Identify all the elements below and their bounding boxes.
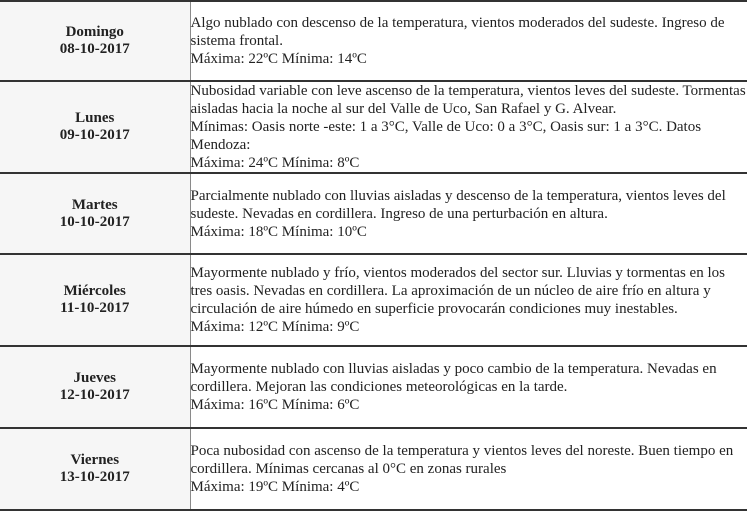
day-cell: [0, 254, 190, 346]
forecast-extra-note: Mínimas: Oasis norte -este: 1 a 3°C, Valle de Uco: 0 a 3°C, Oasis sur: 1 a 3°C. Datos Mendoza:: [190, 119, 702, 153]
day-cell: [0, 173, 190, 254]
day-date: 13-10-2017: [59, 469, 130, 485]
day-date: 11-10-2017: [60, 300, 130, 316]
forecast-description: Poca nubosidad con ascenso de la temperatura y vientos leves del noreste. Buen tiempo en cordillera. Mínimas cercanas al 0°C en zonas rurales: [190, 443, 734, 477]
day-cell: [0, 1, 190, 81]
forecast-row-martes: [0, 173, 747, 254]
forecast-description: Mayormente nublado y frío, vientos moderados del sector sur. Lluvias y tormentas en los tres oasis. Nevadas en cordillera. La aproximación de un núcleo de aire frío en altura y circulación de aire húmedo en superficie provocarán condiciones muy inestables.: [190, 265, 725, 317]
forecast-row-miercoles: [0, 254, 747, 346]
day-name: Viernes: [70, 452, 120, 468]
forecast-row-jueves: [0, 346, 747, 428]
day-date: 09-10-2017: [59, 127, 130, 143]
day-name: Miércoles: [63, 283, 126, 299]
day-name: Jueves: [73, 370, 116, 386]
forecast-row-domingo: [0, 1, 747, 81]
day-name: Domingo: [65, 24, 124, 40]
day-date: 10-10-2017: [59, 213, 130, 230]
temperature-range: Máxima: 19ºC Mínima: 4ºC: [190, 479, 360, 495]
description-cell: [190, 81, 747, 173]
temperature-range: Máxima: 24ºC Mínima: 8ºC: [190, 155, 360, 171]
description-cell: [190, 346, 747, 428]
day-date: 08-10-2017: [59, 41, 130, 57]
forecast-description: Nubosidad variable con leve ascenso de la temperatura, vientos leves del sudeste. Tormentas aisladas hacia la noche al sur del Valle de Uco, San Rafael y G. Alvear.: [190, 83, 746, 117]
description-cell: [190, 173, 747, 254]
day-date: 12-10-2017: [59, 387, 130, 403]
forecast-description: Parcialmente nublado con lluvias aisladas y descenso de la temperatura, vientos leves del sudeste. Nevadas en cordillera. Ingreso de una perturbación en altura.: [190, 187, 726, 222]
description-cell: [190, 1, 747, 81]
forecast-description: Algo nublado con descenso de la temperatura, vientos moderados del sudeste. Ingreso de sistema frontal.: [190, 15, 725, 49]
temperature-range: Máxima: 16ºC Mínima: 6ºC: [190, 397, 360, 413]
forecast-row-lunes: [0, 81, 747, 173]
temperature-range: Máxima: 18ºC Mínima: 10ºC: [190, 223, 367, 240]
day-name: Martes: [71, 196, 118, 213]
day-cell: [0, 81, 190, 173]
day-cell: [0, 428, 190, 510]
description-cell: [190, 254, 747, 346]
forecast-row-viernes: [0, 428, 747, 510]
forecast-description: Mayormente nublado con lluvias aisladas y poco cambio de la temperatura. Nevadas en cordillera. Mejoran las condiciones meteorológicas en la tarde.: [190, 361, 717, 395]
day-name: Lunes: [75, 110, 115, 126]
description-cell: [190, 428, 747, 510]
temperature-range: Máxima: 22ºC Mínima: 14ºC: [190, 51, 367, 67]
temperature-range: Máxima: 12ºC Mínima: 9ºC: [190, 319, 360, 335]
day-cell: [0, 346, 190, 428]
